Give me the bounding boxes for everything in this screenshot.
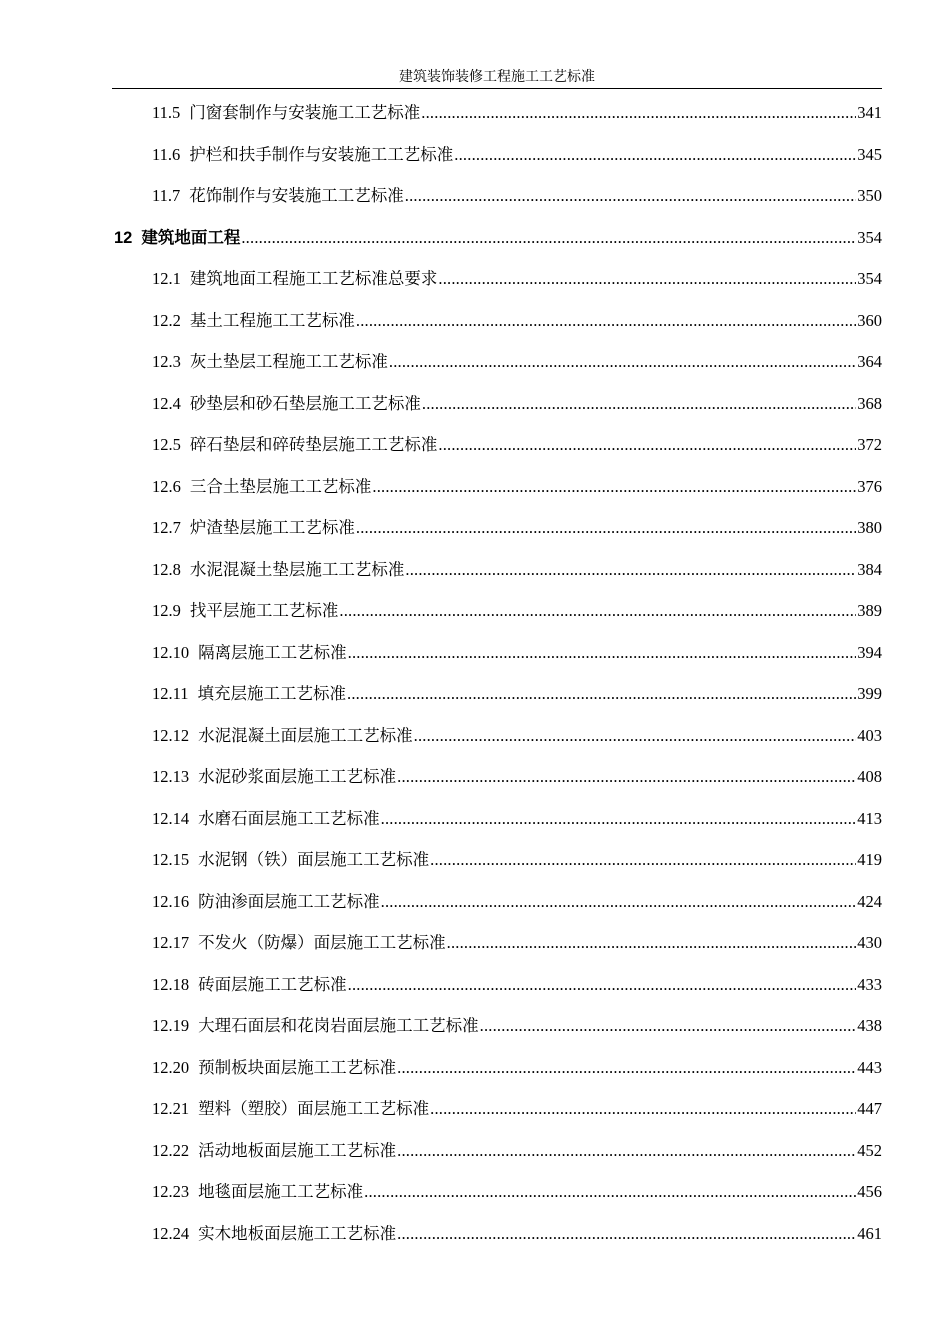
toc-entry-number: 12.11 [152,684,189,703]
toc-entry-title: 碎石垫层和碎砖垫层施工工艺标准 [189,435,438,454]
toc-entry[interactable] [152,890,882,914]
toc-entry[interactable] [152,475,882,499]
toc-leader-dots [348,641,857,665]
toc-entry-title: 护栏和扶手制作与安装施工工艺标准 [189,145,454,164]
toc-leader-dots [422,392,856,416]
toc-entry-number: 12 [114,229,133,247]
toc-entry-title: 水泥混凝土面层施工工艺标准 [198,726,413,745]
toc-entry-page: 389 [857,601,882,620]
toc-entry-number: 11.5 [152,103,181,122]
toc-entry-number: 11.7 [152,186,181,205]
toc-entry-number: 12.23 [152,1182,190,1201]
toc-entry-title: 建筑地面工程施工工艺标准总要求 [189,269,438,288]
toc-leader-dots [348,973,857,997]
toc-entry-page: 345 [857,145,882,164]
toc-entry-title: 花饰制作与安装施工工艺标准 [189,186,404,205]
toc-entry-title: 隔离层施工工艺标准 [198,643,347,662]
toc-entry[interactable] [152,516,882,540]
toc-entry-title: 三合土垫层施工工艺标准 [189,477,372,496]
toc-entry-title: 水泥钢（铁）面层施工工艺标准 [198,850,430,869]
toc-entry-page: 399 [857,684,882,703]
toc-entry-title: 大理石面层和花岗岩面层施工工艺标准 [198,1016,479,1035]
toc-entry-page: 452 [857,1141,882,1160]
toc-entry-page: 424 [857,892,882,911]
toc-leader-dots [389,350,856,374]
toc-entry-page: 433 [857,975,882,994]
toc-leader-dots [430,848,856,872]
toc-entry-page: 372 [857,435,882,454]
toc-entry[interactable] [152,1139,882,1163]
toc-entry-number: 12.24 [152,1224,190,1243]
toc-entry-page: 408 [857,767,882,786]
toc-entry-page: 430 [857,933,882,952]
toc-entry-title: 活动地板面层施工工艺标准 [198,1141,397,1160]
toc-entry-number: 12.22 [152,1141,190,1160]
toc-entry-number: 12.7 [152,518,181,537]
toc-leader-dots [414,724,857,748]
toc-entry[interactable] [152,184,882,208]
toc-entry[interactable] [152,143,882,167]
toc-leader-dots [454,143,856,167]
toc-entry[interactable] [152,1056,882,1080]
toc-entry-number: 12.20 [152,1058,190,1077]
toc-entry[interactable] [152,1097,882,1121]
toc-entry-title: 不发火（防爆）面层施工工艺标准 [198,933,446,952]
toc-entry-number: 12.3 [152,352,181,371]
toc-entry-title: 水泥混凝土垫层施工工艺标准 [189,560,405,579]
toc-entry-number: 12.2 [152,311,181,330]
toc-entry-title: 塑料（塑胶）面层施工工艺标准 [198,1099,430,1118]
toc-entry-title: 门窗套制作与安装施工工艺标准 [189,103,421,122]
toc-entry-page: 447 [857,1099,882,1118]
toc-entry-number: 12.1 [152,269,181,288]
toc-leader-dots [356,516,856,540]
toc-entry-page: 350 [857,186,882,205]
toc-leader-dots [397,1139,856,1163]
toc-leader-dots [480,1014,857,1038]
toc-entry-number: 12.17 [152,933,190,952]
toc-entry-title: 填充层施工工艺标准 [197,684,347,703]
toc-leader-dots [397,765,856,789]
toc-chapter-entry[interactable] [114,226,882,250]
toc-entry-number: 12.21 [152,1099,190,1118]
toc-entry-page: 376 [857,477,882,496]
toc-entry[interactable] [152,724,882,748]
toc-entry-page: 461 [857,1224,882,1243]
toc-entry[interactable] [152,350,882,374]
toc-entry[interactable] [152,558,882,582]
toc-entry-page: 354 [857,228,882,247]
toc-entry-number: 11.6 [152,145,181,164]
toc-entry-title: 建筑地面工程 [141,229,241,247]
toc-entry-number: 12.6 [152,477,181,496]
toc-leader-dots [381,890,857,914]
toc-entry[interactable] [152,807,882,831]
toc-entry-title: 基土工程施工工艺标准 [189,311,355,330]
toc-entry[interactable] [152,433,882,457]
toc-entry[interactable] [152,931,882,955]
toc-entry-number: 12.16 [152,892,190,911]
toc-entry[interactable] [152,1014,882,1038]
toc-entry-page: 443 [857,1058,882,1077]
toc-entry-page: 438 [857,1016,882,1035]
toc-entry-page: 394 [857,643,882,662]
toc-entry-number: 12.15 [152,850,190,869]
toc-entry[interactable] [152,1222,882,1246]
toc-entry[interactable] [152,641,882,665]
toc-entry-number: 12.18 [152,975,190,994]
toc-entry-page: 360 [857,311,882,330]
toc-leader-dots [405,558,856,582]
toc-entry[interactable] [152,682,882,706]
toc-leader-dots [372,475,856,499]
toc-leader-dots [397,1222,856,1246]
toc-leader-dots [405,184,856,208]
toc-entry-title: 预制板块面层施工工艺标准 [198,1058,397,1077]
toc-leader-dots [347,682,856,706]
toc-entry-number: 12.8 [152,560,181,579]
toc-entry-number: 12.10 [152,643,190,662]
toc-leader-dots [241,226,856,250]
toc-entry-title: 实木地板面层施工工艺标准 [198,1224,397,1243]
toc-entry[interactable] [152,1180,882,1204]
toc-leader-dots [356,309,856,333]
toc-leader-dots [430,1097,856,1121]
toc-entry[interactable] [152,599,882,623]
toc-entry-title: 水磨石面层施工工艺标准 [198,809,380,828]
toc-entry-title: 砂垫层和砂石垫层施工工艺标准 [189,394,421,413]
toc-entry-number: 12.13 [152,767,190,786]
toc-entry-title: 炉渣垫层施工工艺标准 [189,518,355,537]
toc-entry-page: 419 [857,850,882,869]
toc-entry-page: 368 [857,394,882,413]
toc-entry-title: 灰土垫层工程施工工艺标准 [189,352,388,371]
toc-entry[interactable] [152,101,882,125]
toc-entry[interactable] [152,309,882,333]
page-header-title: 建筑装饰装修工程施工工艺标准 [399,69,595,85]
toc-entry-title: 水泥砂浆面层施工工艺标准 [198,767,397,786]
toc-leader-dots [421,101,856,125]
toc-leader-dots [447,931,857,955]
toc-entry[interactable] [152,848,882,872]
toc-entry-number: 12.14 [152,809,190,828]
toc-entry-title: 防油渗面层施工工艺标准 [198,892,380,911]
toc-entry-page: 341 [857,103,882,122]
toc-entry-number: 12.4 [152,394,181,413]
toc-entry-page: 413 [857,809,882,828]
toc-entry-number: 12.5 [152,435,181,454]
toc-entry-page: 364 [857,352,882,371]
toc-entry-page: 380 [857,518,882,537]
toc-leader-dots [438,267,856,291]
toc-entry[interactable] [152,973,882,997]
toc-entry-page: 456 [857,1182,882,1201]
toc-entry-page: 403 [857,726,882,745]
toc-leader-dots [397,1056,856,1080]
toc-leader-dots [381,807,857,831]
toc-entry-page: 354 [857,269,882,288]
toc-leader-dots [438,433,856,457]
toc-leader-dots [339,599,856,623]
toc-entry-number: 12.19 [152,1016,190,1035]
toc-entry-title: 地毯面层施工工艺标准 [198,1182,364,1201]
toc-entry-title: 找平层施工工艺标准 [189,601,339,620]
toc-leader-dots [364,1180,856,1204]
toc-entry-number: 12.12 [152,726,190,745]
toc-entry[interactable] [152,267,882,291]
toc-entry-title: 砖面层施工工艺标准 [198,975,347,994]
toc-entry-number: 12.9 [152,601,181,620]
toc-entry[interactable] [152,765,882,789]
toc-entry[interactable] [152,392,882,416]
toc-entry-page: 384 [857,560,882,579]
